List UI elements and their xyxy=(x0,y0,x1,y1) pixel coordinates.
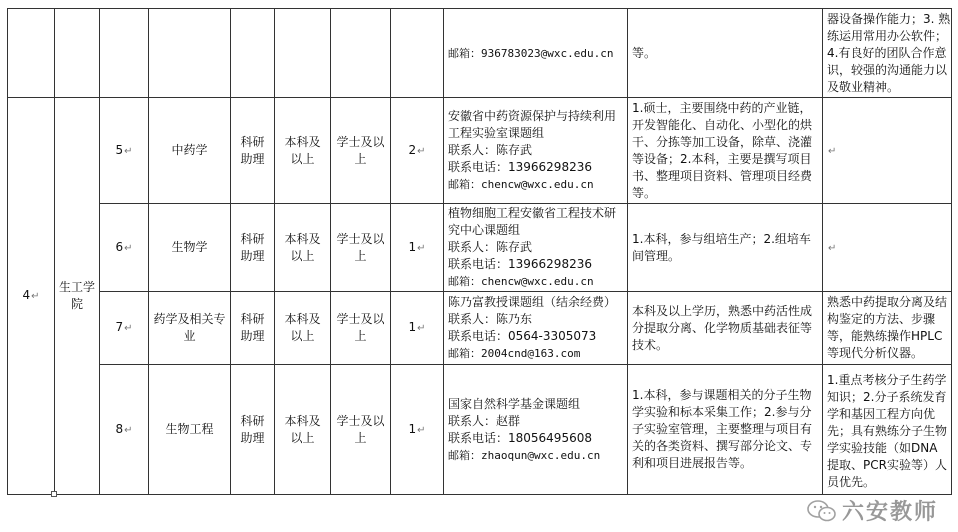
no-cell xyxy=(100,292,149,365)
count-cell xyxy=(391,204,444,292)
table-end-marker xyxy=(51,491,57,497)
duty-cell xyxy=(628,365,823,495)
major-name: 中药学 xyxy=(171,143,208,157)
table-row-continued xyxy=(8,9,952,98)
requirement-cell xyxy=(823,292,952,365)
college-name: 生工学院 xyxy=(59,280,96,311)
paragraph-mark: ↵ xyxy=(417,242,426,254)
major-cell xyxy=(149,292,231,365)
contact-group: 陈乃富教授课题组（结余经费） xyxy=(448,295,617,309)
contact-email: 邮箱：2004cnd@163.com xyxy=(448,347,581,360)
contact-phone: 联系电话：13966298236 xyxy=(448,160,592,174)
paragraph-mark: ↵ xyxy=(417,323,426,334)
paragraph-mark: ↵ xyxy=(124,323,133,334)
count-cell xyxy=(391,98,444,204)
requirement-line: 4.有良好的团队合作意 xyxy=(827,45,947,60)
contact-group: 国家自然科学基金课题组 xyxy=(448,396,581,411)
duty-text: 1.本科，参与组培生产；2.组培车间管理。 xyxy=(632,231,811,263)
paragraph-mark: ↵ xyxy=(417,145,426,157)
requirement-line: 识，较强的沟通能力以 xyxy=(827,62,948,77)
paragraph-mark: ↵ xyxy=(828,145,837,157)
headcount: 2 xyxy=(408,142,417,157)
degree-cell xyxy=(331,204,391,292)
paragraph-mark: ↵ xyxy=(124,145,133,157)
headcount: 1 xyxy=(408,421,417,436)
education-cell xyxy=(275,292,331,365)
no-cell xyxy=(100,365,149,495)
degree-cell xyxy=(331,365,391,495)
requirement-line: 器设备操作能力；3. 熟 xyxy=(827,11,951,26)
count-cell xyxy=(391,292,444,365)
requirement-cell xyxy=(823,98,952,204)
duty-cell xyxy=(628,98,823,204)
degree-level: 学士及以上 xyxy=(336,231,385,263)
row-number: 8 xyxy=(115,421,124,436)
major-name: 生物工程 xyxy=(165,422,214,436)
contact-phone: 联系电话：13966298236 xyxy=(448,257,592,271)
count-cell xyxy=(391,365,444,495)
no-cell-blank xyxy=(100,9,149,98)
duty-cell xyxy=(628,9,823,98)
requirement-text: 1.重点考核分子生药学知识；2.分子系统发育学和基因工程方向优先；具有熟练分子生物学实验技能（如DNA提取、PCR实验等）人员优先。 xyxy=(827,373,948,489)
education-level: 本科及以上 xyxy=(284,413,321,445)
major-name: 生物学 xyxy=(171,240,208,254)
duty-text: 等。 xyxy=(632,45,657,60)
degree-cell xyxy=(331,98,391,204)
duty-text: 本科及以上学历，熟悉中药活性成分提取分离、化学物质基础表征等技术。 xyxy=(632,303,813,352)
no-cell xyxy=(100,98,149,204)
contact-person: 联系人：陈乃东 xyxy=(448,312,533,326)
contact-cell xyxy=(444,9,628,98)
contact-email: 邮箱：chencw@wxc.edu.cn xyxy=(448,275,594,288)
table-row xyxy=(8,365,952,495)
education-level: 本科及以上 xyxy=(284,134,321,166)
degree-level: 学士及以上 xyxy=(336,134,385,166)
seq-cell-blank xyxy=(8,9,55,98)
contact-cell xyxy=(444,365,628,495)
major-cell xyxy=(149,98,231,204)
seq-number: 4 xyxy=(22,288,31,302)
requirement-cell xyxy=(823,9,952,98)
degree-cell xyxy=(331,292,391,365)
table-row xyxy=(8,98,952,204)
requirement-text: 熟悉中药提取分离及结构鉴定的方法、步骤等，能熟练操作HPLC等现代分析仪器。 xyxy=(827,295,948,360)
duty-text: 1.硕士，主要围绕中药的产业链，开发智能化、自动化、小型化的烘干、分拣等加工设备，除草、浇灌等设备；2.本科，主要是撰写项目书、整理项目资料、管理项目经费等。 xyxy=(632,100,813,200)
contact-cell xyxy=(444,98,628,204)
contact-email: 邮箱：zhaoqun@wxc.edu.cn xyxy=(448,448,601,462)
duty-text: 1.本科，参与课题相关的分子生物学实验和标本采集工作；2.参与分子实验室管理，主要整理与项目有关的各类资料、撰写部分论文、专利和项目进展报告等。 xyxy=(632,388,813,470)
recruitment-table xyxy=(7,8,952,495)
post-name: 科研助理 xyxy=(240,413,265,445)
major-cell-blank xyxy=(149,9,231,98)
headcount: 1 xyxy=(408,320,417,334)
row-number: 6 xyxy=(115,239,124,254)
major-cell xyxy=(149,365,231,495)
education-level: 本科及以上 xyxy=(284,312,321,343)
contact-person: 联系人：陈存武 xyxy=(448,240,533,254)
degree-level: 学士及以上 xyxy=(336,413,385,445)
education-cell xyxy=(275,204,331,292)
count-cell-blank xyxy=(391,9,444,98)
college-cell xyxy=(55,98,100,495)
no-cell xyxy=(100,204,149,292)
degree-cell-blank xyxy=(331,9,391,98)
watermark xyxy=(806,495,938,526)
table-row xyxy=(8,292,952,365)
contact-email: 邮箱：936783023@wxc.edu.cn xyxy=(448,46,614,60)
major-name: 药学及相关专业 xyxy=(153,312,226,343)
post-cell xyxy=(231,98,275,204)
watermark-text: 六安教师 xyxy=(841,500,938,525)
contact-group: 植物细胞工程安徽省工程技术研究中心课题组 xyxy=(448,206,617,237)
duty-cell xyxy=(628,292,823,365)
paragraph-mark: ↵ xyxy=(124,242,133,254)
post-cell xyxy=(231,365,275,495)
post-cell xyxy=(231,292,275,365)
wechat-icon xyxy=(806,498,838,524)
row-number: 7 xyxy=(115,320,124,334)
post-name: 科研助理 xyxy=(240,134,265,166)
paragraph-mark: ↵ xyxy=(417,424,426,436)
row-number: 5 xyxy=(115,142,124,157)
contact-phone: 联系电话：18056495608 xyxy=(448,430,592,445)
requirement-line: 及敬业精神。 xyxy=(827,79,900,94)
post-cell-blank xyxy=(231,9,275,98)
requirement-line: 练运用常用办公软件； xyxy=(827,28,948,43)
education-cell-blank xyxy=(275,9,331,98)
college-cell-blank xyxy=(55,9,100,98)
contact-cell xyxy=(444,204,628,292)
contact-cell xyxy=(444,292,628,365)
education-level: 本科及以上 xyxy=(284,231,321,263)
paragraph-mark: ↵ xyxy=(31,291,40,302)
contact-person: 联系人：赵群 xyxy=(448,413,521,428)
contact-phone: 联系电话：0564-3305073 xyxy=(448,329,597,343)
post-name: 科研助理 xyxy=(240,231,265,263)
duty-cell xyxy=(628,204,823,292)
post-name: 科研助理 xyxy=(240,312,265,343)
major-cell xyxy=(149,204,231,292)
contact-email: 邮箱：chencw@wxc.edu.cn xyxy=(448,178,594,191)
education-cell xyxy=(275,98,331,204)
headcount: 1 xyxy=(408,239,417,254)
requirement-cell xyxy=(823,365,952,495)
paragraph-mark: ↵ xyxy=(124,424,133,436)
requirement-cell xyxy=(823,204,952,292)
contact-group: 安徽省中药资源保护与持续利用工程实验室课题组 xyxy=(448,109,617,140)
degree-level: 学士及以上 xyxy=(336,312,385,343)
education-cell xyxy=(275,365,331,495)
contact-person: 联系人：陈存武 xyxy=(448,143,533,157)
seq-cell xyxy=(8,98,55,495)
table-row xyxy=(8,204,952,292)
paragraph-mark: ↵ xyxy=(828,242,837,254)
post-cell xyxy=(231,204,275,292)
